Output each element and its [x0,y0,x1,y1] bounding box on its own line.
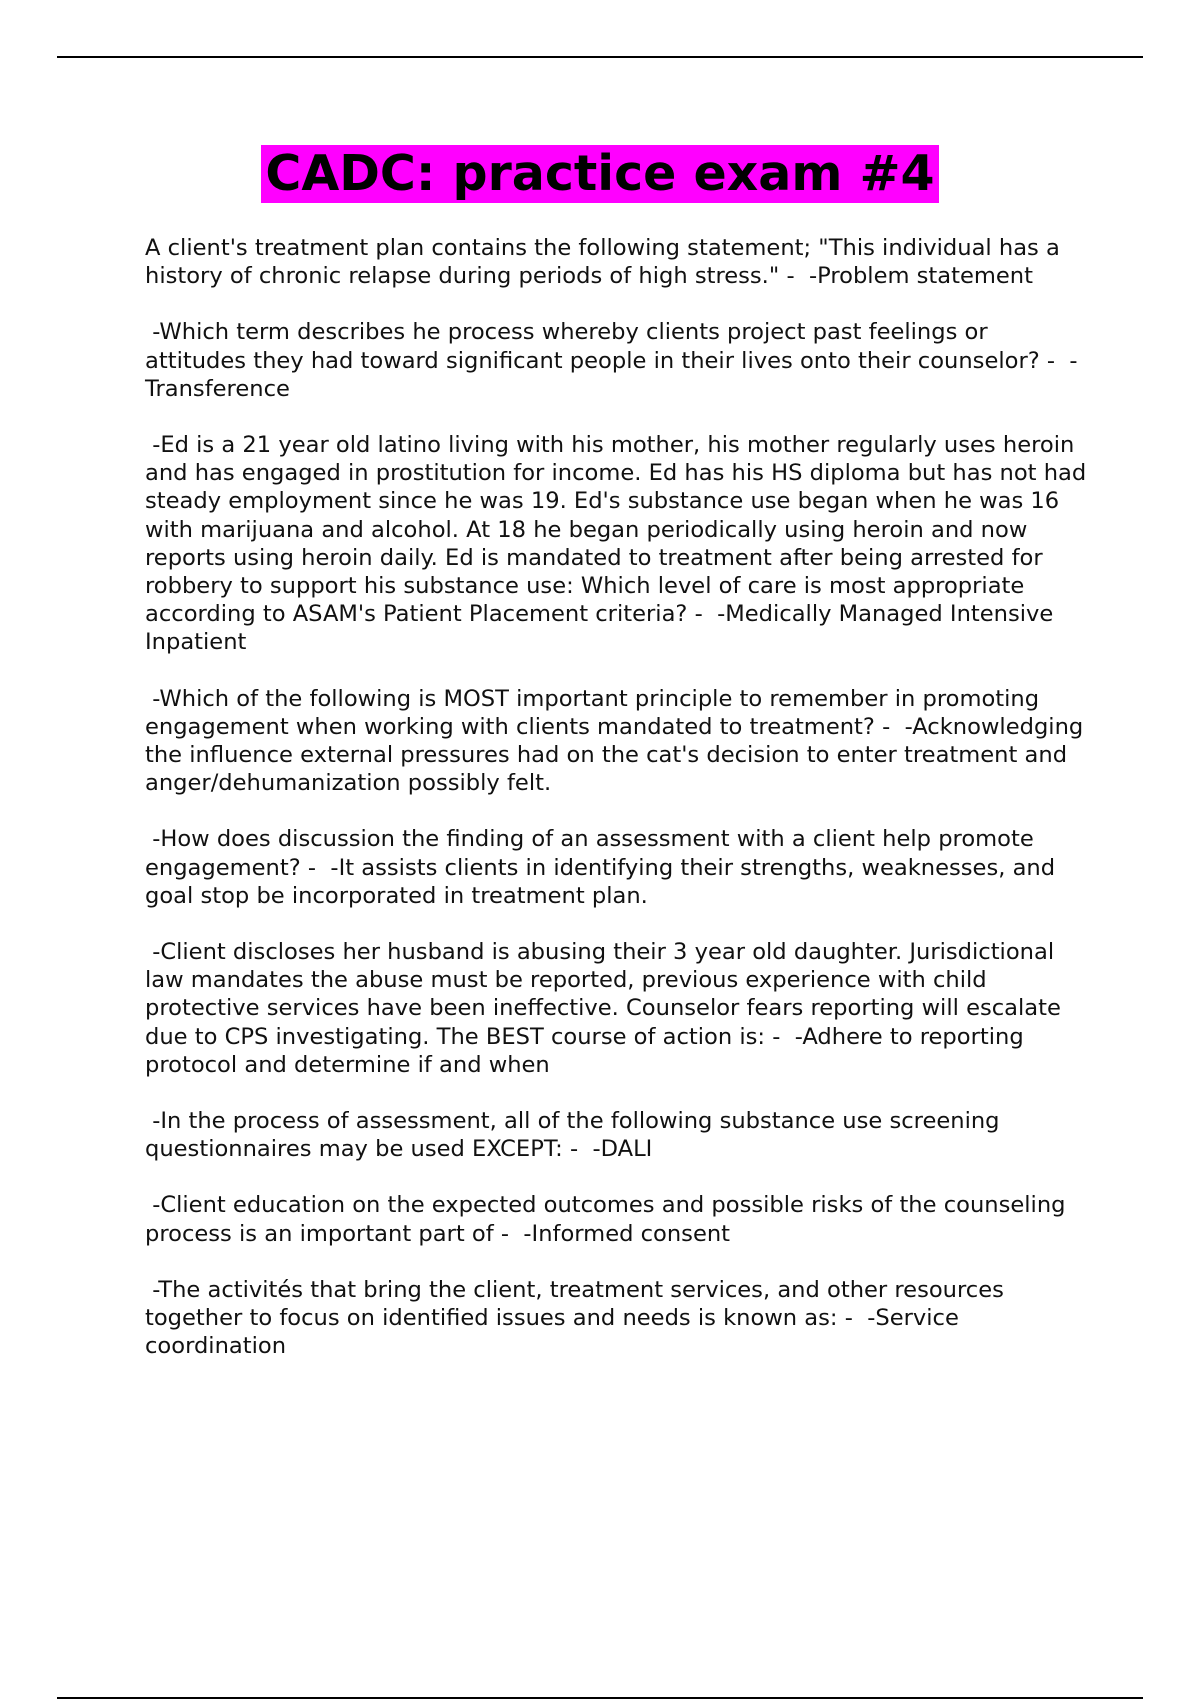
question-answer-paragraph: -How does discussion the finding of an assessment with a client help promote engagement? - -It assists clients in identifying their strengths, weaknesses, and goal stop be incorporated in treatment plan. [145,826,1063,909]
bottom-divider [57,1697,1143,1699]
question-answer-paragraph: -Which of the following is MOST important principle to remember in promoting engagement when working with clients mandated to treatment? - -Acknowledging the influence external pressures had on the cat's decision to enter treatment and anger/dehumanization possibly felt. [145,685,1091,797]
document-body [145,234,1095,1389]
page-title: CADC: practice exam #4 [261,145,938,203]
top-divider [57,56,1143,58]
question-answer-paragraph: -Client discloses her husband is abusing their 3 year old daughter. Jurisdictional law mandates the abuse must be reported, previous experience with child protective services have been ineffective. Counselor fears reporting will escalate due to CPS investigating. The BEST course of action is: - -Adhere to reporting protocol and determine if and when [145,939,1069,1078]
question-answer-paragraph: -In the process of assessment, all of the following substance use screening questionnaires may be used EXCEPT: - -DALI [145,1108,1007,1163]
question-answer-paragraph: -The activités that bring the client, treatment services, and other resources together to focus on identified issues and needs is known as: - -Service coordination [145,1276,1012,1360]
question-answer-paragraph: -Which term describes he process whereby clients project past feelings or attitudes they had toward significant people in their lives onto their counselor? - -Transference [145,319,1078,402]
question-answer-paragraph: -Ed is a 21 year old latino living with his mother, his mother regularly uses heroin and has engaged in prostitution for income. Ed has his HS diploma but has not had steady employment since he was 19. Ed's substance use began when he was 16 with marijuana and alcohol. At 18 he began periodically using heroin and now reports using heroin daily. Ed is mandated to treatment after being arrested for robbery to support his substance use: Which level of care is most appropriate according to ASAM's Patient Placement criteria? - -Medically Managed Intensive Inpatient [145,432,1094,656]
question-answer-paragraph: A client's treatment plan contains the following statement; "This individual has a history of chronic relapse during periods of high stress." - -Problem statement [145,235,1068,290]
title-container [0,145,1200,203]
question-answer-paragraph: -Client education on the expected outcomes and possible risks of the counseling process is an important part of - -Informed consent [145,1192,1073,1247]
